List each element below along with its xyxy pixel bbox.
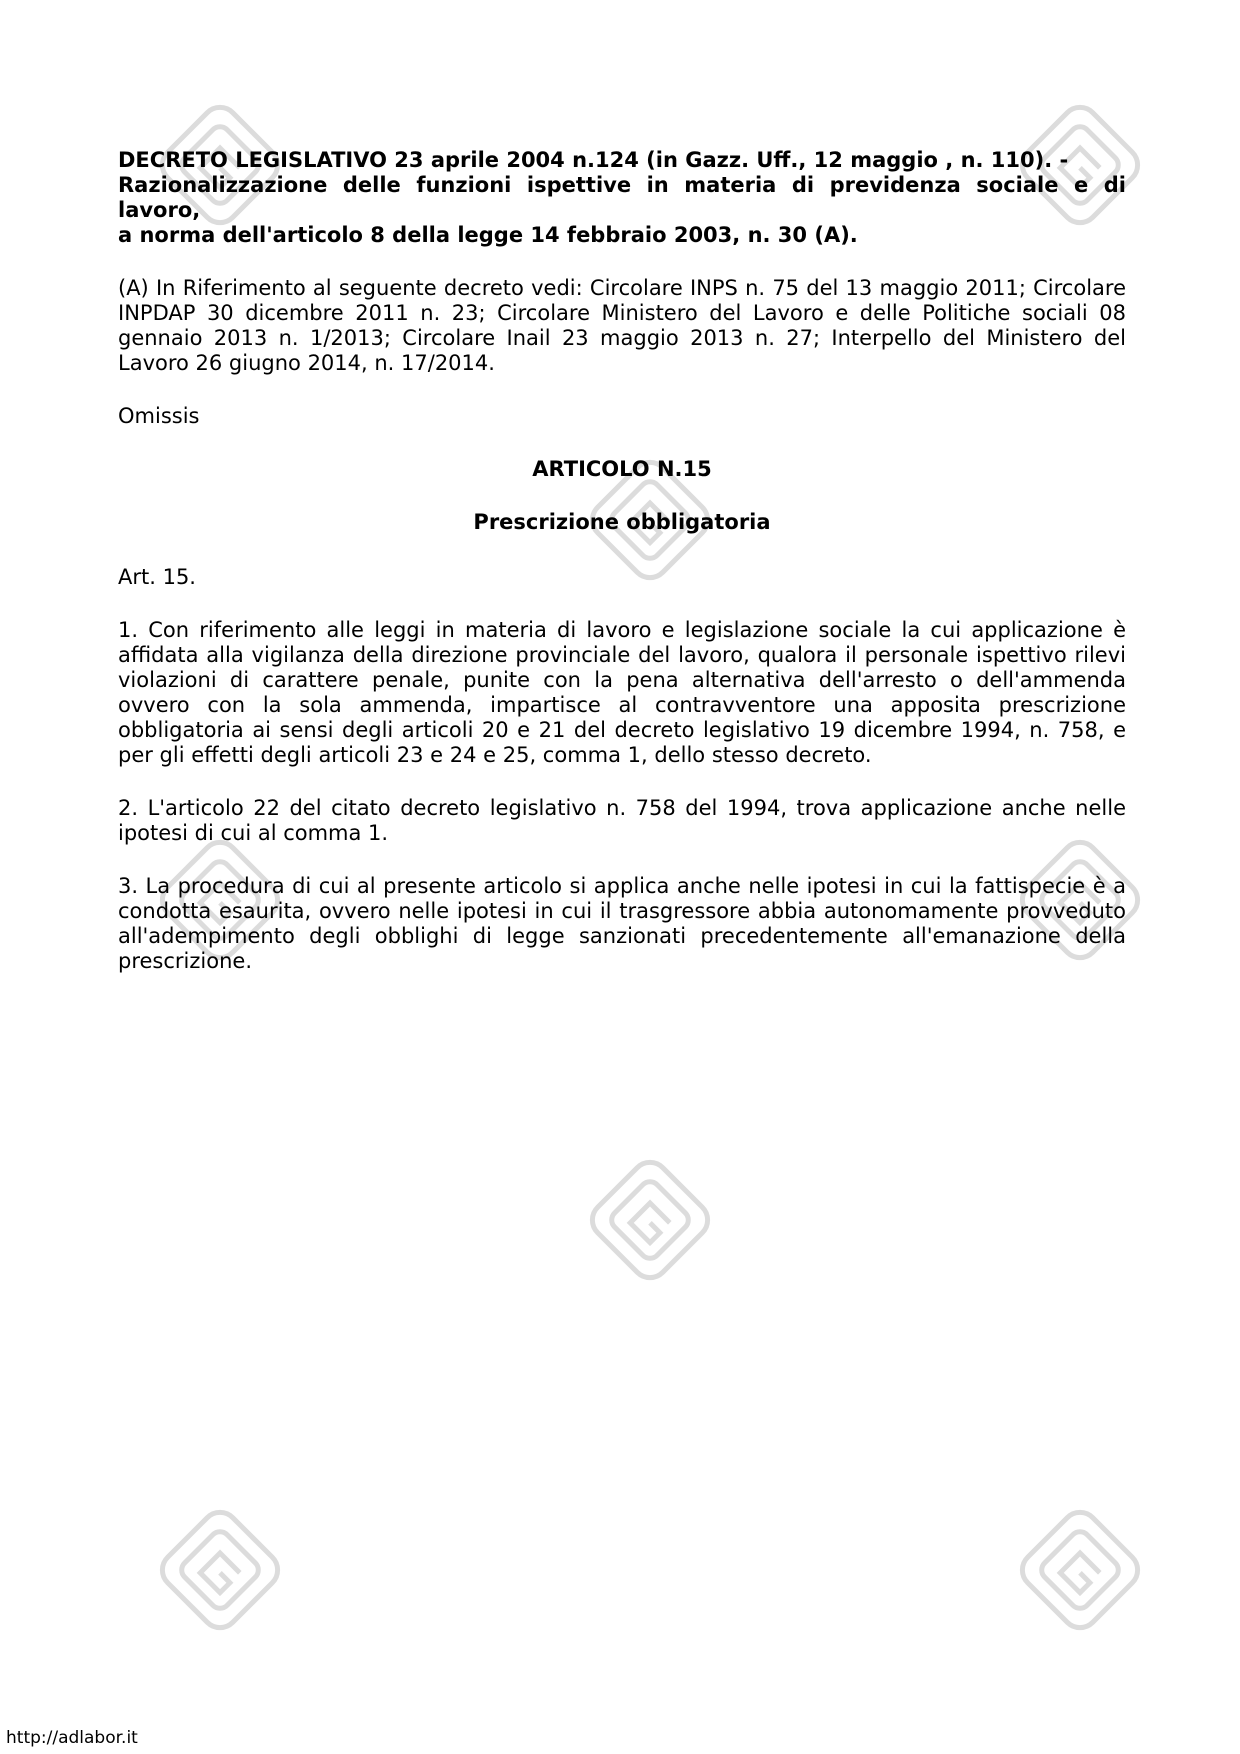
omissis-text: Omissis [118,404,200,428]
footer-url[interactable]: http://adlabor.it [6,1728,138,1748]
document-title [118,148,1126,248]
g-logo-watermark-icon [150,1500,290,1640]
reference-note: (A) In Riferimento al seguente decreto vedi: Circolare INPS n. 75 del 13 maggio 2011; Circolare INPDAP 30 dicembre 2011 n. 23; Circolare Ministero del Lavoro e delle Politiche sociali 08 gennaio 2013 n. 1/2013; Circolare Inail 23 maggio 2013 n. 27; Interpello del Ministero del Lavoro 26 giugno 2014, n. 17/2014. [118,276,1126,375]
article-paragraph-1: 1. Con riferimento alle leggi in materia di lavoro e legislazione sociale la cui applicazione è affidata alla vigilanza della direzione provinciale del lavoro, qualora il personale ispettivo rilevi violazioni di carattere penale, punite con la pena alternativa dell'arresto o dell'ammenda ovvero con la sola ammenda, impartisce al contravventore una apposita prescrizione obbligatoria ai sensi degli articoli 20 e 21 del decreto legislativo 19 dicembre 1994, n. 758, e per gli effetti degli articoli 23 e 24 e 25, comma 1, dello stesso decreto. [118,618,1126,767]
g-logo-watermark-icon [580,1150,720,1290]
g-logo-watermark-icon [1010,1500,1150,1640]
title-line: Razionalizzazione delle funzioni ispettive in materia di previdenza sociale e di lavoro, [118,173,1126,222]
article-paragraph-3: 3. La procedura di cui al presente articolo si applica anche nelle ipotesi in cui la fattispecie è a condotta esaurita, ovvero nelle ipotesi in cui il trasgressore abbia autonomamente provveduto all'adempimento degli obblighi di legge sanzionati precedentemente all'emanazione della prescrizione. [118,874,1126,973]
article-paragraph-2: 2. L'articolo 22 del citato decreto legislativo n. 758 del 1994, trova applicazione anche nelle ipotesi di cui al comma 1. [118,796,1126,845]
title-line: DECRETO LEGISLATIVO 23 aprile 2004 n.124 (in Gazz. Uff., 12 maggio , n. 110). - [118,148,1069,172]
title-line: a norma dell'articolo 8 della legge 14 febbraio 2003, n. 30 (A). [118,223,858,247]
article-heading: ARTICOLO N.15 [532,457,712,481]
article-label: Art. 15. [118,565,196,589]
article-subheading: Prescrizione obbligatoria [473,510,771,534]
document-body [118,148,1126,1002]
